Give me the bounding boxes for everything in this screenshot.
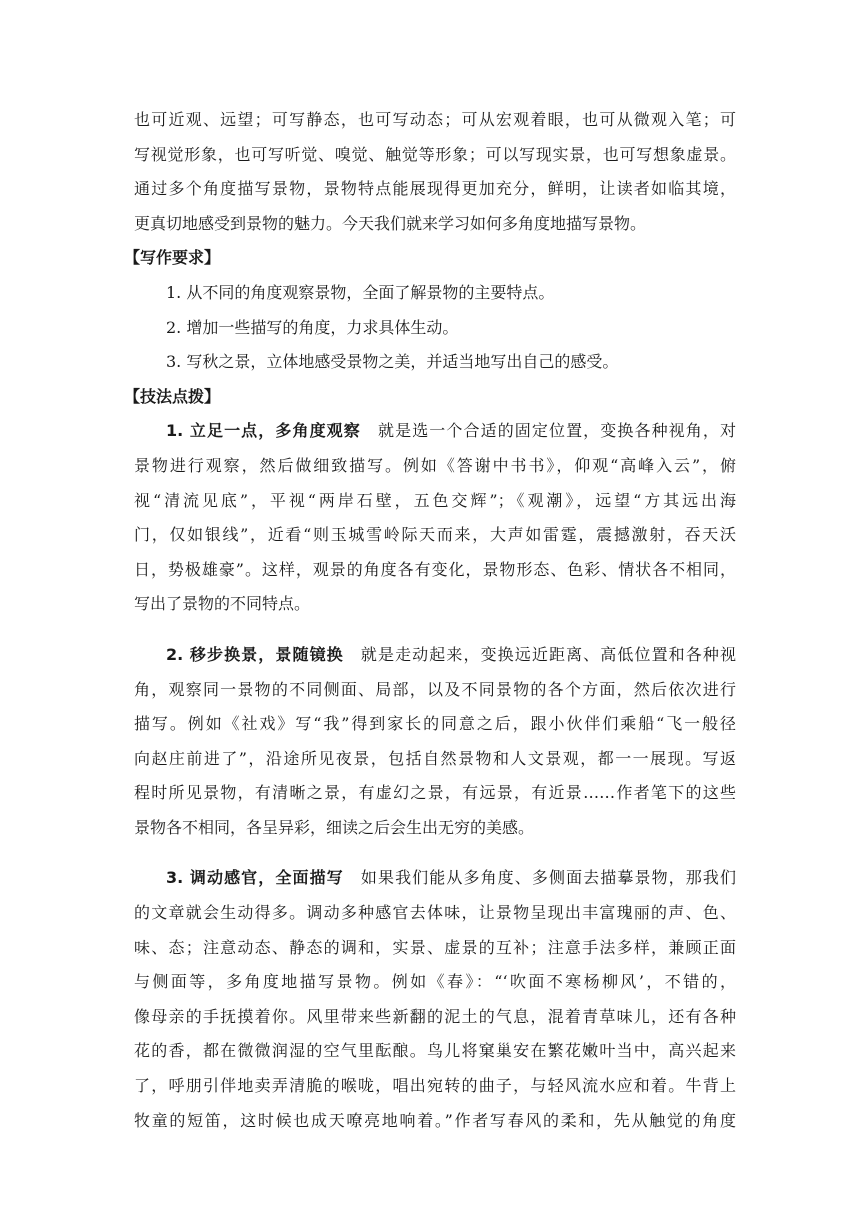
intro-line: 更真切地感受到景物的魅力。今天我们就来学习如何多角度地描写景物。	[134, 213, 647, 233]
section-line: 景物进行观察，然后做细致描写。例如《答谢中书书》，仰观“高峰入云”，俯	[134, 455, 736, 475]
section-line: 花的香，都在微微润湿的空气里酝酿。鸟儿将窠巢安在繁花嫩叶当中，高兴起来	[134, 1041, 736, 1061]
section-line: 味、态；注意动态、静态的调和，实景、虚景的互补；注意手法多样，兼顾正面	[134, 937, 736, 957]
document-body	[124, 103, 736, 1138]
section-line: 视“清流见底”，平视“两岸石壁，五色交辉”；《观潮》，远望“方其远出海	[134, 490, 736, 510]
technique-section-1	[134, 414, 736, 622]
requirement-item: 3. 写秋之景，立体地感受景物之美，并适当地写出自己的感受。	[166, 352, 619, 372]
section-line: 角，观察同一景物的不同侧面、局部，以及不同景物的各个方面，然后依次进行	[134, 679, 736, 699]
section-line: 日，势极雄豪”。这样，观景的角度各有变化，景物形态、色彩、情状各不相同，	[134, 559, 736, 579]
section-text: 如果我们能从多角度、多侧面去描摹景物，那我们	[359, 868, 736, 888]
techniques-heading: 【技法点拨】	[124, 386, 221, 406]
section-line: 门，仅如银线”，近看“则玉城雪岭际天而来，大声如雷霆，震撼激射，吞天沃	[134, 525, 736, 545]
section-line: 的文章就会生动得多。调动多种感官去体味，让景物呈现出丰富瑰丽的声、色、	[134, 903, 736, 923]
section-title: 1. 立足一点，多角度观察	[166, 421, 361, 441]
section-line: 像母亲的手抚摸着你。风里带来些新翻的泥土的气息，混着青草味儿，还有各种	[134, 1006, 736, 1026]
requirement-item: 2. 增加一些描写的角度，力求具体生动。	[166, 317, 459, 337]
intro-line: 也可近观、远望；可写静态，也可写动态；可从宏观着眼，也可从微观入笔；可	[134, 110, 736, 129]
section-line: 了，呼朋引伴地卖弄清脆的喉咙，唱出宛转的曲子，与轻风流水应和着。牛背上	[134, 1076, 736, 1096]
section-line: 写出了景物的不同特点。	[134, 594, 311, 614]
requirement-item: 1. 从不同的角度观察景物，全面了解景物的主要特点。	[166, 282, 555, 302]
requirements-heading: 【写作要求】	[124, 248, 221, 268]
section-title: 3. 调动感官，全面描写	[166, 868, 344, 888]
section-first-line	[134, 638, 736, 673]
requirements-list	[134, 276, 736, 380]
section-first-line	[134, 861, 736, 896]
section-line: 描写。例如《社戏》写“我”得到家长的同意之后，跟小伙伴们乘船“飞一般径	[134, 714, 736, 734]
intro-paragraph	[134, 103, 736, 241]
section-line: 与侧面等，多角度地描写景物。例如《春》：“‘吹面不寒杨柳风’，不错的，	[134, 972, 736, 992]
section-text: 就是选一个合适的固定位置，变换各种视角，对	[376, 421, 736, 441]
section-first-line	[134, 414, 736, 449]
section-text: 就是走动起来，变换远近距离、高低位置和各种视	[359, 644, 736, 664]
section-line: 牧童的短笛，这时候也成天嘹亮地响着。”作者写春风的柔和，先从触觉的角度	[134, 1110, 736, 1130]
technique-section-2	[134, 638, 736, 846]
technique-section-3	[134, 861, 736, 1138]
section-title: 2. 移步换景，景随镜换	[166, 644, 344, 664]
section-line: 景物各不相同，各呈异彩，细读之后会生出无穷的美感。	[134, 817, 535, 837]
intro-line: 通过多个角度描写景物，景物特点能展现得更加充分，鲜明，让读者如临其境，	[134, 179, 736, 199]
section-line: 程时所见景物，有清晰之景，有虚幻之景，有远景，有近景……作者笔下的这些	[134, 783, 736, 803]
intro-line: 写视觉形象，也可写听觉、嗅觉、触觉等形象；可以写现实景，也可写想象虚景。	[134, 144, 736, 164]
section-line: 向赵庄前进了”，沿途所见夜景，包括自然景物和人文景观，都一一展现。写返	[134, 748, 736, 768]
